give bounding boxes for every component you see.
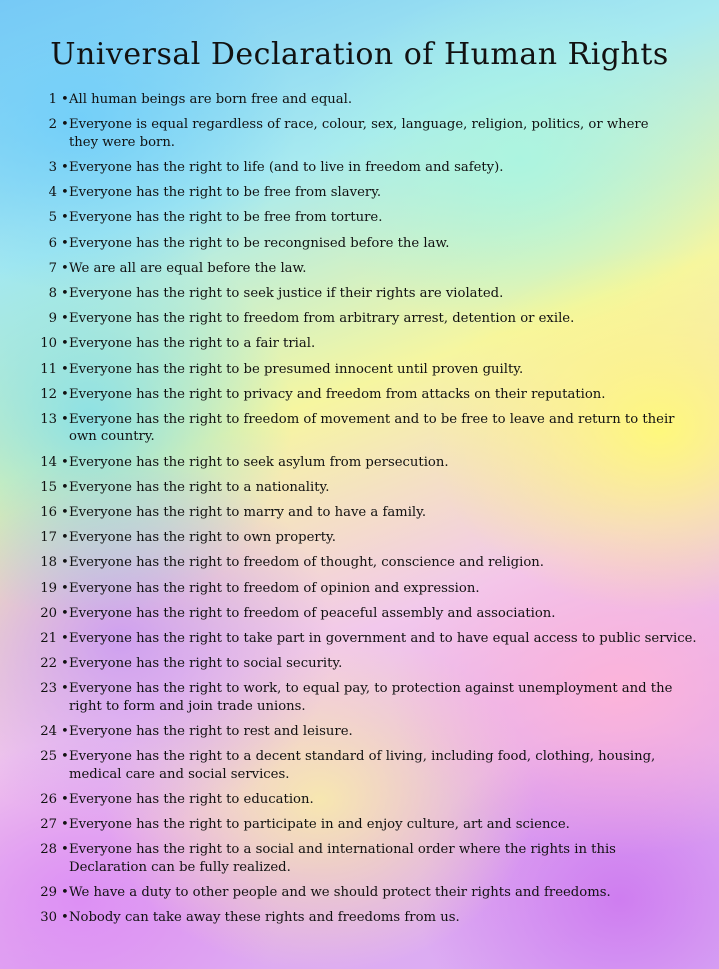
article-text xyxy=(69,159,699,177)
bullet-icon: • xyxy=(61,817,69,833)
article-text-line: Everyone has the right to rest and leisure. xyxy=(69,724,353,740)
bullet-icon: • xyxy=(61,605,69,621)
article-text xyxy=(69,748,699,783)
article-text xyxy=(69,209,699,227)
article-text xyxy=(69,841,699,876)
article-text xyxy=(69,335,699,353)
article-text-line: medical care and social services. xyxy=(69,766,290,782)
bullet-icon: • xyxy=(61,656,69,672)
article-text-line: Everyone has the right to freedom from arbitrary arrest, detention or exile. xyxy=(69,311,575,327)
article-number: 10 xyxy=(40,336,57,352)
article-text-line: right to form and join trade unions. xyxy=(69,698,306,714)
article-text-line: own country. xyxy=(69,429,155,445)
bullet-icon: • xyxy=(61,361,69,377)
article-number: 23 xyxy=(40,681,57,697)
article-text xyxy=(69,386,699,404)
article-text xyxy=(69,454,699,472)
article-number: 26 xyxy=(40,792,57,807)
article-text xyxy=(69,680,699,715)
article-number: 4 xyxy=(48,185,57,201)
article-number: 14 xyxy=(40,454,57,470)
article-text xyxy=(69,116,699,151)
article-text xyxy=(69,411,699,446)
bullet-icon: • xyxy=(61,411,69,427)
article-number: 27 xyxy=(40,817,57,833)
article-number: 3 xyxy=(48,159,57,175)
article-text xyxy=(69,630,699,648)
article-text xyxy=(69,529,699,547)
bullet-icon: • xyxy=(61,285,69,301)
article-text-line: Everyone has the right to seek asylum from persecution. xyxy=(69,454,449,470)
article-text-line: Everyone has the right to a nationality. xyxy=(69,479,330,495)
article-number: 15 xyxy=(40,479,57,495)
bullet-icon: • xyxy=(61,724,69,740)
article-number: 7 xyxy=(48,260,57,276)
article-number: 12 xyxy=(40,386,57,402)
article-number: 2 xyxy=(48,117,57,133)
article-text-line: All human beings are born free and equal. xyxy=(69,92,353,107)
bullet-icon: • xyxy=(61,235,69,251)
article-text xyxy=(69,554,699,572)
article-text xyxy=(69,479,699,497)
article-text xyxy=(69,235,699,253)
article-text xyxy=(69,791,699,809)
article-number: 29 xyxy=(40,885,57,901)
article-text xyxy=(69,310,699,328)
article-number: 24 xyxy=(40,724,57,740)
article-text xyxy=(69,723,699,741)
bullet-icon: • xyxy=(61,117,69,133)
article-text xyxy=(69,184,699,202)
article-text-line: Everyone has the right to be free from torture. xyxy=(69,210,383,226)
article-text-line: Everyone has the right to life (and to live in freedom and safety). xyxy=(69,159,504,175)
bullet-icon: • xyxy=(61,842,69,858)
article-text xyxy=(69,816,699,834)
article-text-line: Everyone has the right to take part in government and to have equal access to public service. xyxy=(69,631,697,646)
article-number: 5 xyxy=(48,210,57,226)
bullet-icon: • xyxy=(61,580,69,596)
article-text-line: Everyone has the right to a decent standard of living, including food, clothing, housing, xyxy=(69,749,656,765)
bullet-icon: • xyxy=(61,185,69,201)
article-text-line: Everyone has the right to freedom of opinion and expression. xyxy=(69,580,480,596)
page-title: Universal Declaration of Human Rights xyxy=(50,37,669,72)
article-text-line: Everyone is equal regardless of race, colour, sex, language, religion, politics, or where xyxy=(69,117,649,133)
article-number: 18 xyxy=(40,555,57,571)
article-text-line: Everyone has the right to work, to equal pay, to protection against unemployment and the xyxy=(69,681,673,697)
article-text-line: Everyone has the right to education. xyxy=(69,792,314,807)
bullet-icon: • xyxy=(61,159,69,175)
bullet-icon: • xyxy=(61,505,69,520)
article-text xyxy=(69,580,699,598)
article-text xyxy=(69,91,699,109)
article-number: 17 xyxy=(40,530,57,546)
article-text-line: Everyone has the right to social security. xyxy=(69,656,343,672)
bullet-icon: • xyxy=(61,749,69,765)
bullet-icon: • xyxy=(61,631,69,646)
bullet-icon: • xyxy=(61,454,69,470)
article-text-line: Everyone has the right to freedom of peaceful assembly and association. xyxy=(69,605,556,621)
bullet-icon: • xyxy=(61,386,69,402)
article-number: 20 xyxy=(40,605,57,621)
article-text-line: Everyone has the right to seek justice if their rights are violated. xyxy=(69,285,504,301)
bullet-icon: • xyxy=(61,681,69,697)
article-number: 28 xyxy=(40,842,57,858)
article-text-line: Everyone has the right to privacy and freedom from attacks on their reputation. xyxy=(69,386,606,402)
article-text xyxy=(69,504,699,522)
article-text-line: Everyone has the right to a social and international order where the rights in this xyxy=(69,842,616,858)
article-number: 21 xyxy=(40,631,57,646)
article-text-line: Everyone has the right to participate in and enjoy culture, art and science. xyxy=(69,817,570,833)
article-text-line: Everyone has the right to be presumed innocent until proven guilty. xyxy=(69,361,524,377)
article-text-line: Nobody can take away these rights and freedoms from us. xyxy=(69,910,460,926)
article-text xyxy=(69,884,699,902)
article-text xyxy=(69,655,699,673)
article-text-line: We are all are equal before the law. xyxy=(69,260,307,276)
bullet-icon: • xyxy=(61,910,69,926)
article-text-line: Everyone has the right to a fair trial. xyxy=(69,336,316,352)
article-number: 9 xyxy=(48,311,57,327)
article-text-line: Everyone has the right to freedom of thought, conscience and religion. xyxy=(69,555,544,571)
bullet-icon: • xyxy=(61,885,69,901)
article-text-line: Everyone has the right to be recongnised before the law. xyxy=(69,235,450,251)
article-number: 16 xyxy=(40,505,57,520)
article-text-line: Declaration can be fully realized. xyxy=(69,859,291,875)
bullet-icon: • xyxy=(61,210,69,226)
article-number: 8 xyxy=(48,285,57,301)
bullet-icon: • xyxy=(61,311,69,327)
bullet-icon: • xyxy=(61,479,69,495)
article-number: 6 xyxy=(48,235,57,251)
bullet-icon: • xyxy=(61,555,69,571)
article-number: 19 xyxy=(40,580,57,596)
article-text-line: Everyone has the right to be free from slavery. xyxy=(69,185,382,201)
article-number: 13 xyxy=(40,411,57,427)
article-number: 1 xyxy=(48,92,57,107)
article-number: 25 xyxy=(40,749,57,765)
article-text-line: Everyone has the right to own property. xyxy=(69,530,336,546)
article-text-line: Everyone has the right to marry and to have a family. xyxy=(69,505,427,520)
bullet-icon: • xyxy=(61,260,69,276)
article-text xyxy=(69,285,699,303)
article-text xyxy=(69,361,699,379)
bullet-icon: • xyxy=(61,336,69,352)
article-text xyxy=(69,909,699,927)
article-text xyxy=(69,605,699,623)
article-number: 22 xyxy=(40,656,57,672)
article-text-line: We have a duty to other people and we should protect their rights and freedoms. xyxy=(69,885,611,901)
bullet-icon: • xyxy=(61,792,69,807)
bullet-icon: • xyxy=(61,92,69,107)
article-number: 30 xyxy=(40,910,57,926)
bullet-icon: • xyxy=(61,530,69,546)
article-text xyxy=(69,260,699,278)
article-text-line: they were born. xyxy=(69,134,176,150)
article-number: 11 xyxy=(40,361,57,377)
article-text-line: Everyone has the right to freedom of movement and to be free to leave and return to their xyxy=(69,411,675,427)
